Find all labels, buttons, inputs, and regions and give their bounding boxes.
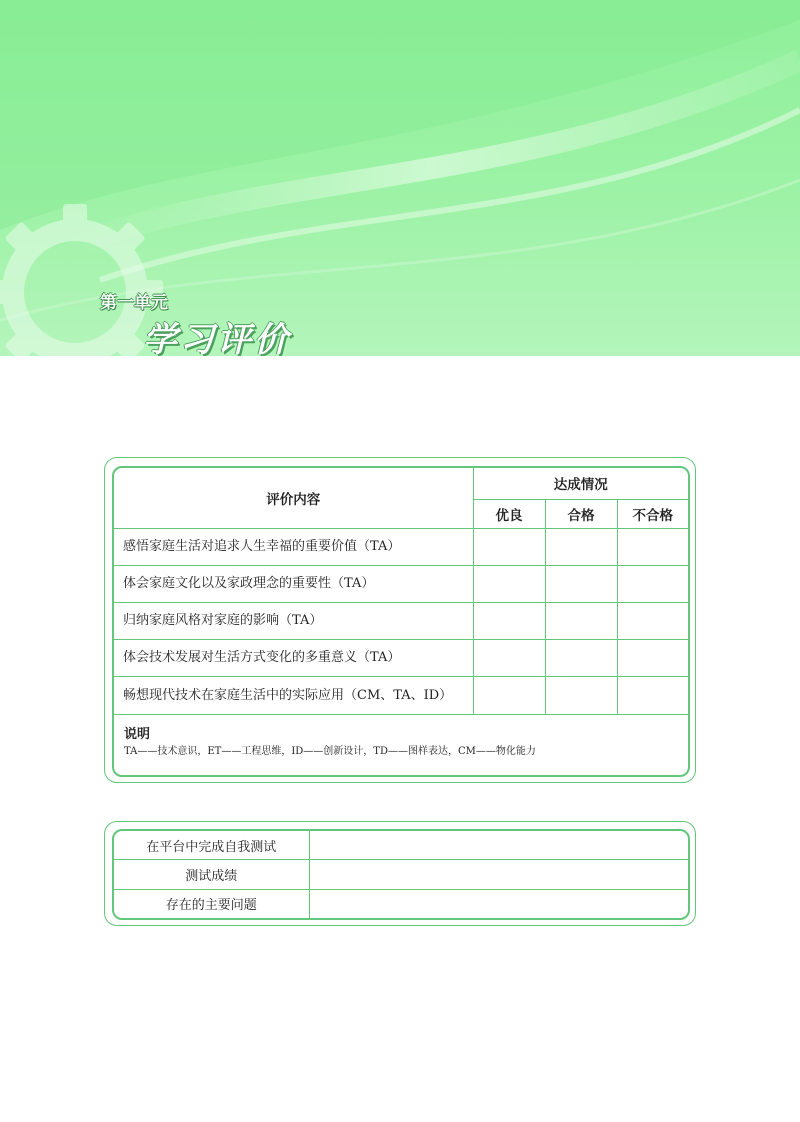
check-cell-pass[interactable]: [545, 676, 617, 714]
check-cell-excellent[interactable]: [473, 528, 545, 565]
check-cell-excellent[interactable]: [473, 676, 545, 714]
legend-row: [114, 714, 688, 775]
table-row: [114, 639, 688, 676]
criterion-text: 体会家庭文化以及家政理念的重要性（TA）: [114, 565, 473, 602]
check-cell-pass[interactable]: [545, 528, 617, 565]
check-cell-excellent[interactable]: [473, 602, 545, 639]
table-row: [114, 528, 688, 565]
legend: [114, 714, 688, 775]
check-cell-fail[interactable]: [617, 639, 688, 676]
test-score-label: 测试成绩: [114, 860, 309, 889]
table-row: [114, 831, 688, 860]
self-test-table: [112, 829, 690, 920]
main-problems-value[interactable]: [309, 889, 688, 918]
main-problems-label: 存在的主要问题: [114, 889, 309, 918]
level-header-pass: 合格: [545, 499, 617, 528]
legend-title: 说明: [124, 726, 151, 742]
table-row: [114, 602, 688, 639]
self-test-label: 在平台中完成自我测试: [114, 831, 309, 860]
table-row: [114, 889, 688, 918]
check-cell-pass[interactable]: [545, 602, 617, 639]
criterion-text: 感悟家庭生活对追求人生幸福的重要价值（TA）: [114, 528, 473, 565]
level-header-excellent: 优良: [473, 499, 545, 528]
page-title: 学习评价: [143, 320, 291, 356]
header-banner: [0, 0, 800, 356]
legend-text: TA——技术意识，ET——工程思维，ID——创新设计，TD——图样表达，CM——物化能力: [124, 745, 536, 757]
unit-label: 第一单元: [100, 293, 168, 313]
check-cell-fail[interactable]: [617, 676, 688, 714]
table-row: [114, 565, 688, 602]
level-header-fail: 不合格: [617, 499, 688, 528]
check-cell-excellent[interactable]: [473, 639, 545, 676]
criterion-text: 体会技术发展对生活方式变化的多重意义（TA）: [114, 639, 473, 676]
content-header: 评价内容: [114, 468, 473, 528]
table-row: [114, 860, 688, 889]
achievement-header: 达成情况: [473, 468, 688, 499]
check-cell-pass[interactable]: [545, 639, 617, 676]
criterion-text: 归纳家庭风格对家庭的影响（TA）: [114, 602, 473, 639]
evaluation-table: [112, 466, 690, 777]
self-test-value[interactable]: [309, 831, 688, 860]
criterion-text: 畅想现代技术在家庭生活中的实际应用（CM、TA、ID）: [114, 676, 473, 714]
check-cell-fail[interactable]: [617, 602, 688, 639]
check-cell-fail[interactable]: [617, 528, 688, 565]
check-cell-pass[interactable]: [545, 565, 617, 602]
check-cell-fail[interactable]: [617, 565, 688, 602]
table-row: [114, 676, 688, 714]
test-score-value[interactable]: [309, 860, 688, 889]
check-cell-excellent[interactable]: [473, 565, 545, 602]
